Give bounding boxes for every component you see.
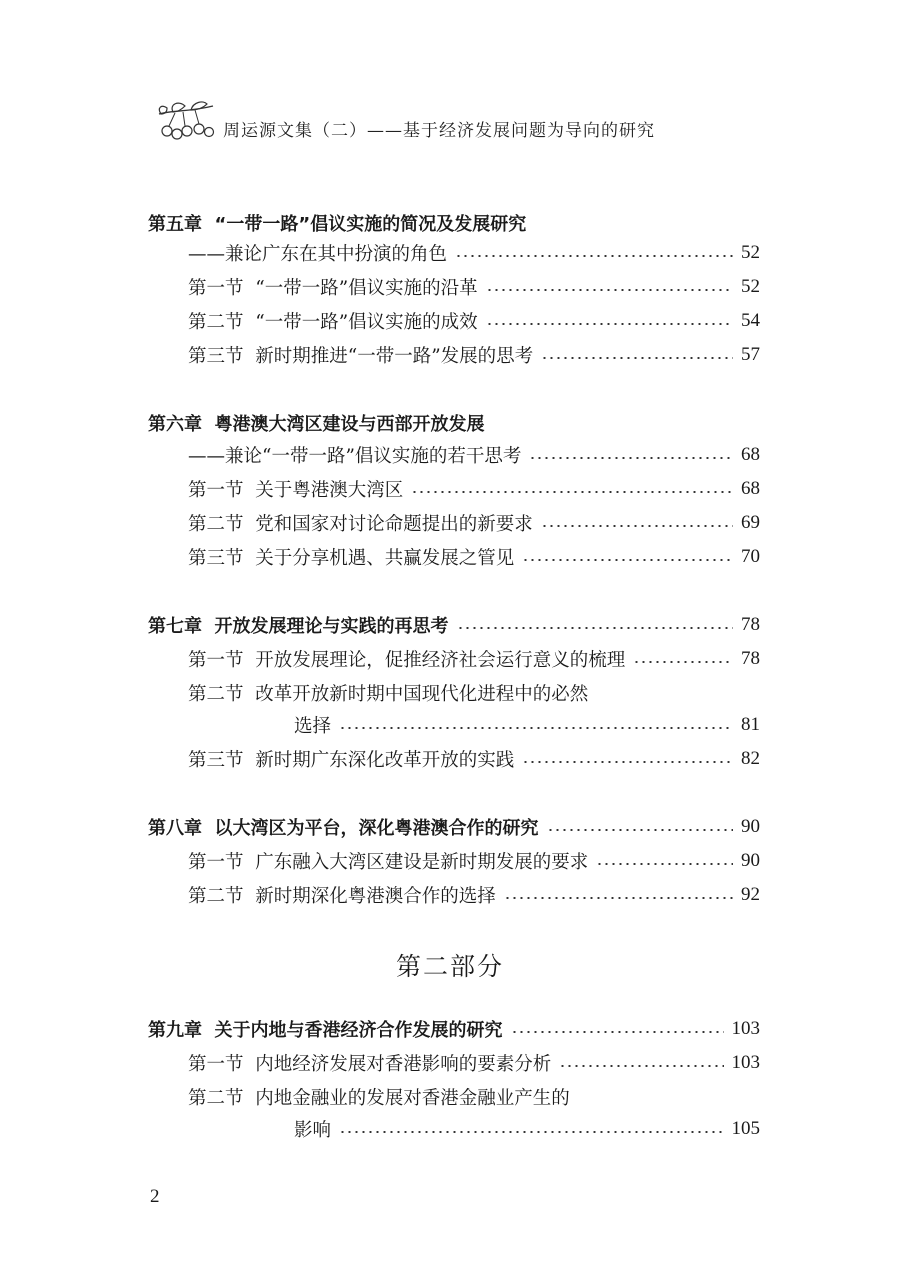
toc-section-entry[interactable]: [148, 744, 760, 774]
toc-section-entry[interactable]: [148, 880, 760, 910]
toc-entry-label: 第五章 “一带一路”倡议实施的简况及发展研究: [148, 214, 527, 235]
toc-entry-label: 第九章 关于内地与香港经济合作发展的研究: [148, 1020, 503, 1041]
toc-entry-label: 影响: [294, 1120, 332, 1141]
toc-entry-label: 第三节 关于分享机遇、共赢发展之管见: [188, 548, 515, 569]
dot-leader: [457, 627, 733, 629]
toc-page-number: 52: [741, 242, 760, 263]
toc-entry-label: 第一节 关于粤港澳大湾区: [188, 480, 404, 501]
toc-page-number: 81: [741, 714, 760, 735]
toc-entry-label: 第二节 改革开放新时期中国现代化进程中的必然: [188, 684, 589, 705]
toc-entry-label: 第七章 开放发展理论与实践的再思考: [148, 616, 449, 637]
toc-section-entry[interactable]: [148, 710, 760, 740]
dot-leader: [504, 897, 733, 899]
toc-page-number: 54: [741, 310, 760, 331]
dot-leader: [596, 863, 733, 865]
toc-section-entry[interactable]: [148, 272, 760, 302]
toc-section-entry[interactable]: [148, 644, 760, 674]
dot-leader: [541, 357, 733, 359]
dot-leader: [511, 1031, 724, 1033]
toc-page-number: 69: [741, 512, 760, 533]
toc-section-entry[interactable]: [148, 1114, 760, 1144]
toc-chapter-entry[interactable]: [148, 610, 760, 640]
toc-page-number: 52: [741, 276, 760, 297]
toc-page-number: 70: [741, 546, 760, 567]
toc-entry-label: 第一节 内地经济发展对香港影响的要素分析: [188, 1054, 552, 1075]
toc-entry-label: 第一节 广东融入大湾区建设是新时期发展的要求: [188, 852, 589, 873]
part-heading: 第二部分: [395, 952, 504, 981]
dot-leader: [559, 1065, 723, 1067]
toc-section-entry[interactable]: [148, 474, 760, 504]
dot-leader: [529, 457, 733, 459]
toc-entry-label: 第八章 以大湾区为平台，深化粤港澳合作的研究: [148, 818, 539, 839]
dot-leader: [411, 491, 733, 493]
toc-page-number: 82: [741, 748, 760, 769]
toc-entry-label: 第二节 内地金融业的发展对香港金融业产生的: [188, 1088, 570, 1109]
toc-chapter-entry[interactable]: [148, 812, 760, 842]
toc-chapter-entry[interactable]: [148, 208, 760, 238]
toc-entry-label: 第三节 新时期推进“一带一路”发展的思考: [188, 346, 534, 367]
toc-entry-label: 第二节 党和国家对讨论命题提出的新要求: [188, 514, 533, 535]
toc-page-number: 90: [741, 850, 760, 871]
toc-chapter-entry[interactable]: [148, 408, 760, 438]
toc-section-entry[interactable]: [148, 1048, 760, 1078]
toc-page-number: 68: [741, 444, 760, 465]
toc-section-entry[interactable]: [148, 306, 760, 336]
toc-section-entry[interactable]: [148, 340, 760, 370]
toc-entry-label: 第一节 开放发展理论，促推经济社会运行意义的梳理: [188, 650, 626, 671]
toc-entry-label: 第二节 新时期深化粤港澳合作的选择: [188, 886, 496, 907]
toc-chapter-entry[interactable]: [148, 1014, 760, 1044]
toc-page-number: 78: [741, 648, 760, 669]
dot-leader: [522, 761, 733, 763]
toc-page-number: 105: [731, 1118, 760, 1139]
toc-entry-label: 第一节 “一带一路”倡议实施的沿革: [188, 278, 478, 299]
dot-leader: [547, 829, 733, 831]
toc-section-entry[interactable]: [148, 542, 760, 572]
dot-leader: [541, 525, 733, 527]
dot-leader: [522, 559, 733, 561]
toc-section-entry[interactable]: [148, 440, 760, 470]
toc-page-number: 68: [741, 478, 760, 499]
toc-page-number: 103: [731, 1018, 760, 1039]
toc-section-entry[interactable]: [148, 238, 760, 268]
toc-entry-label: ——兼论广东在其中扮演的角色: [188, 244, 448, 265]
toc-entry-label: ——兼论“一带一路”倡议实施的若干思考: [188, 446, 522, 467]
dot-leader: [486, 289, 733, 291]
toc-section-entry[interactable]: [148, 508, 760, 538]
toc-section-entry[interactable]: [148, 678, 760, 708]
page-number: 2: [150, 1186, 160, 1207]
toc-page-number: 57: [741, 344, 760, 365]
dot-leader: [455, 255, 733, 257]
header-title: 周运源文集（二）——基于经济发展问题为导向的研究: [223, 121, 655, 141]
toc-entry-label: 选择: [294, 716, 332, 737]
dot-leader: [339, 1131, 723, 1133]
toc-section-entry[interactable]: [148, 1082, 760, 1112]
dot-leader: [486, 323, 733, 325]
toc-entry-label: 第六章 粤港澳大湾区建设与西部开放发展: [148, 414, 485, 435]
dot-leader: [633, 661, 733, 663]
toc-page-number: 92: [741, 884, 760, 905]
toc-entry-label: 第二节 “一带一路”倡议实施的成效: [188, 312, 478, 333]
toc-section-entry[interactable]: [148, 846, 760, 876]
toc-page-number: 90: [741, 816, 760, 837]
toc-page-number: 78: [741, 614, 760, 635]
toc-page-number: 103: [731, 1052, 760, 1073]
toc-entry-label: 第三节 新时期广东深化改革开放的实践: [188, 750, 515, 771]
dot-leader: [339, 727, 733, 729]
